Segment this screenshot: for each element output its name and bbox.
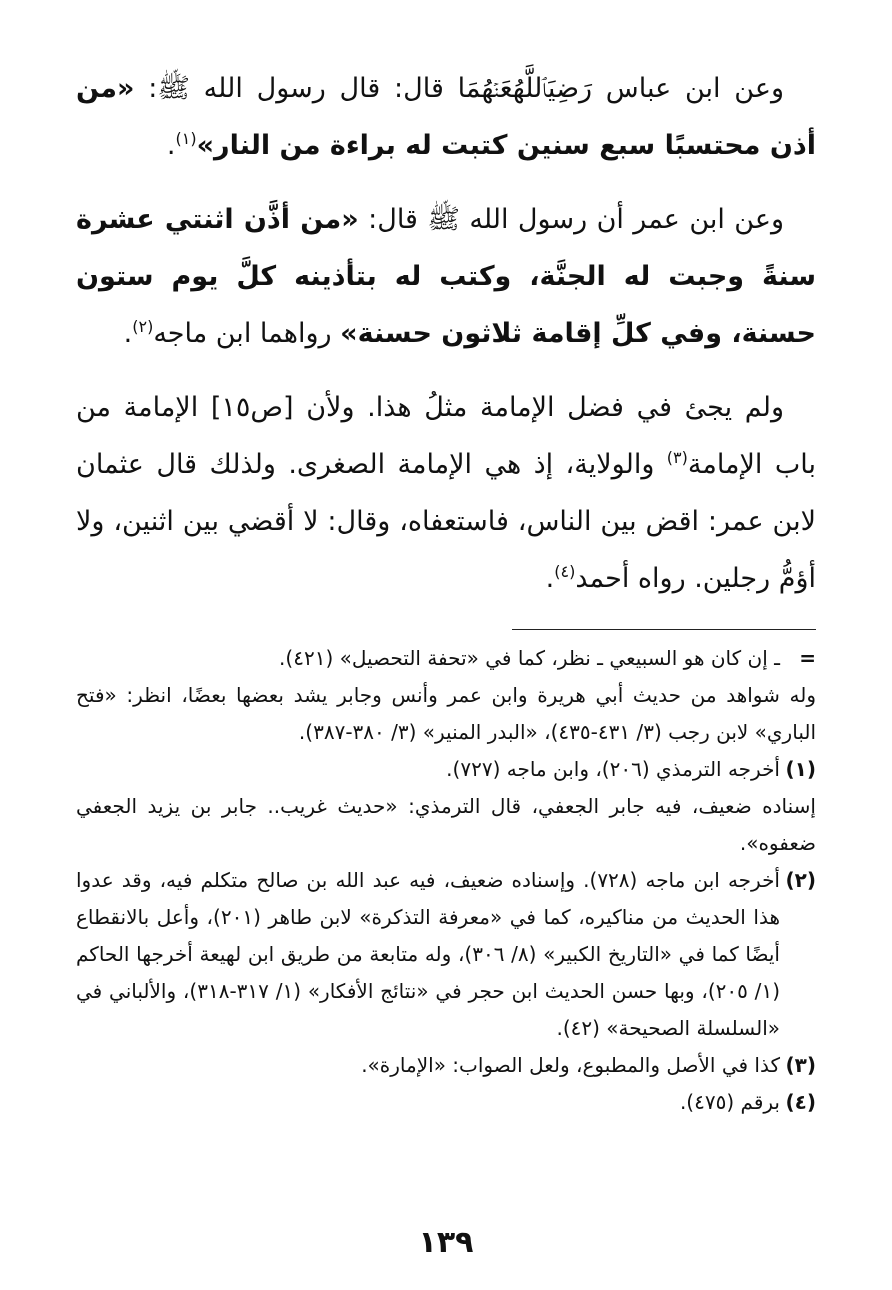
footnote-ref-3: (٣) [666,448,688,467]
footnote-1 [76,751,816,788]
paragraph-text-part2: والولاية، إذ هي الإمامة الصغرى. ولذلك قال عثمان لابن عمر: اقض بين الناس، فاستعفاه، وقال: لا أقضي بين اثنين، ولا أؤمُّ رجلين. رواه أحمد [76,449,816,594]
footnote-number: (١) [785,757,816,781]
footnote-3 [76,1047,816,1084]
footnote-ref-2: (٢) [132,317,154,336]
footnote-text: أخرجه ابن ماجه (٧٢٨). وإسناده ضعيف، فيه عبد الله بن صالح متكلم فيه، وقد عدوا هذا الحديث من مناكيره، كما في «معرفة التذكرة» لابن طاهر (٢٠١)، وأعل بالانقطاع أيضًا كما في «التاريخ الكبير» (٨/ ٣٠٦)، وله متابعة من طريق ابن لهيعة أخرجها الحاكم (١/ ٢٠٥)، وبها حسن الحديث ابن حجر في «نتائج الأفكار» (١/ ٣١٧-٣١٨)، والألباني في «السلسلة الصحيحة» (٤٢). [76,868,781,1040]
paragraph-end: . [545,563,555,594]
paragraph-end: . [166,130,176,161]
continuation-marker: = [799,646,816,670]
hadith-quote: «من أذَّن اثنتي عشرة سنةً وجبت له الجنَّة، وكتب له بتأذينه كلَّ يوم ستون حسنة، وفي كلِّ إقامة ثلاثون حسنة» [76,204,816,349]
footnote-line: وله شواهد من حديث أبي هريرة وابن عمر وأنس وجابر يشد بعضها بعضًا، انظر: «فتح الباري» لابن رجب (٣/ ٤٣١-٤٣٥)، «البدر المنير» (٣/ ٣٨٠-٣٨٧). [76,683,816,744]
footnote-number: (٣) [785,1053,816,1077]
footnote-text: كذا في الأصل والمطبوع، ولعل الصواب: «الإمارة». [361,1053,780,1077]
footnote-text: أخرجه الترمذي (٢٠٦)، وابن ماجه (٧٢٧). [446,757,780,781]
main-text [76,60,816,607]
page-number: ١٣٩ [418,1225,474,1260]
hadith-quote: «من أذن محتسبًا سبع سنين كتبت له براءة من النار» [76,73,816,161]
paragraph-ibn-umar [76,191,816,362]
paragraph-ibn-abbas [76,60,816,174]
footnote-ref-1: (١) [175,129,197,148]
book-page [76,60,816,1250]
footnote-2 [76,862,816,1047]
footnote-line: ـ إن كان هو السبيعي ـ نظر، كما في «تحفة التحصيل» (٤٢١). [279,646,780,670]
footnote-text: إسناده ضعيف، فيه جابر الجعفي، قال الترمذي: «حديث غريب.. جابر بن يزيد الجعفي ضعفوه». [76,794,816,855]
paragraph-text-part1: ولم يجئ في فضل الإمامة مثلُ هذا. ولأن [ص١٥] الإمامة من باب الإمامة [76,392,816,480]
footnote-text: برقم (٤٧٥). [679,1090,780,1114]
narration-source: رواهما ابن ماجه [153,318,341,349]
footnote-ref-4: (٤) [554,562,576,581]
footnote-continued [76,640,816,677]
paragraph-end: . [123,318,133,349]
footnote-number: (٢) [785,868,816,892]
narration-intro: وعن ابن عباس رَضِيَٱللَّهُعَنۡهُمَا قال: قال رسول الله ﷺ: [134,73,784,104]
footnote-4 [76,1084,816,1121]
footnote-number: (٤) [785,1090,816,1114]
footnote-divider [512,629,816,630]
narration-intro: وعن ابن عمر أن رسول الله ﷺ قال: [358,204,785,235]
paragraph-imamah [76,379,816,607]
footnotes [76,640,816,1121]
